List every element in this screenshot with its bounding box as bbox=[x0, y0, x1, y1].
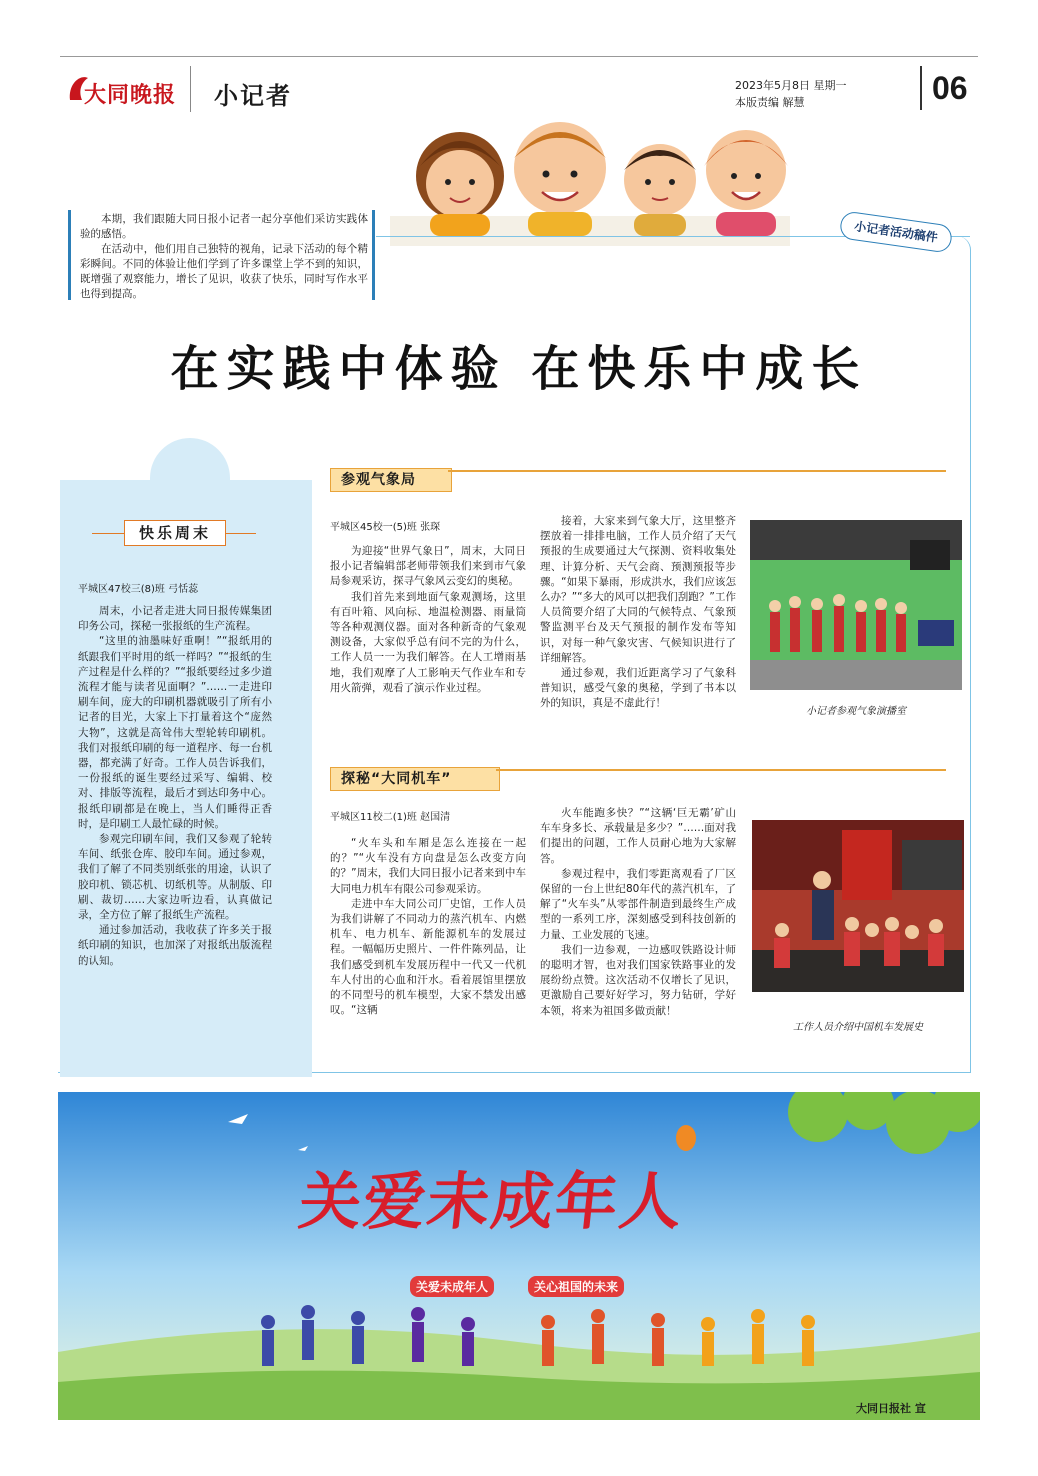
locomotive-museum-photo bbox=[752, 820, 964, 992]
intro-paragraph: 在活动中，他们用自己独特的视角，记录下活动的每个精彩瞬间。不同的体验让他们学到了许多课堂上学不到的知识，既增强了观察能力，增长了见识，收获了快乐，同时写作水平也得到提高。 bbox=[80, 243, 368, 300]
paragraph: 通过参观，我们近距离学习了气象科普知识，感受气象的奥秘，学到了书本以外的知识，真是不虚此行！ bbox=[540, 667, 736, 710]
banner-slogan: 关爱未成年人 bbox=[410, 1276, 494, 1297]
children-illustration bbox=[390, 96, 790, 246]
page-editor: 本版责编 解慧 bbox=[735, 96, 805, 109]
public-service-banner bbox=[58, 1092, 980, 1420]
article-byline: 平城区11校二(1)班 赵国清 bbox=[330, 812, 451, 823]
paragraph: “这里的油墨味好重啊！”“报纸用的纸跟我们平时用的纸一样吗？”“报纸的生产过程是什么样的？”“报纸要经过多少道流程才能与读者见面啊？”……一走进印刷车间，庞大的印刷机器就吸引了所有小记者的目光，大家上下打量着这个“庞然大物”，这就是高耸伟大型轮转印刷机。我们对报纸印刷的每一道程序、每一台机器，都充满了好奇。工作人员告诉我们，一份报纸的诞生要经过采写、编辑、校对、排版等流程，最后才到达印务中心。报纸印刷都是在晚上，当人们睡得正香时，是印刷工人最忙碌的时候。 bbox=[78, 635, 272, 830]
issue-date: 2023年5月8日 星期一 bbox=[735, 79, 847, 92]
page-headline: 在实践中体验 在快乐中成长 bbox=[170, 341, 868, 397]
article-column bbox=[540, 514, 736, 712]
banner-credit: 大同日报社 宣 bbox=[856, 1402, 926, 1415]
page-number-divider bbox=[920, 66, 922, 110]
side-article-body bbox=[78, 604, 272, 969]
side-article-title: 快乐周末 bbox=[124, 520, 226, 546]
weather-studio-photo bbox=[750, 520, 962, 690]
article-heading-rule bbox=[448, 470, 946, 472]
article-heading: 探秘“大同机车” bbox=[330, 767, 500, 791]
paragraph: 走进中车大同公司厂史馆，工作人员为我们讲解了不同动力的蒸汽机车、内燃机车、电力机车、新能源机车的发展过程。一幅幅历史照片、一件件陈列品，让我们感受到机车发展历程中一代又一代机车人付出的心血和汗水。看着展馆里摆放的不同型号的机车模型，大家不禁发出感叹。“这辆 bbox=[330, 897, 526, 1017]
paragraph: “火车头和车厢是怎么连接在一起的？”“火车没有方向盘是怎么改变方向的？”周末，我们大同日报小记者来到中车大同电力机车有限公司参观采访。 bbox=[330, 837, 526, 895]
photo-caption: 小记者参观气象演播室 bbox=[806, 706, 906, 717]
paragraph: 我们首先来到地面气象观测场，这里有百叶箱、风向标、地温检测器、雨量筒等各种观测仪器。面对各种新奇的气象观测设备，大家似乎总有问不完的为什么，工作人员一一为我们解答。在人工增雨基地，我们观摩了人工影响天气作业车和专用火箭弹，观看了演示作业过程。 bbox=[330, 590, 526, 694]
section-name: 小记者 bbox=[214, 81, 292, 110]
article-column bbox=[330, 544, 526, 696]
page-number: 06 bbox=[932, 70, 968, 106]
banner-slogan: 关心祖国的未来 bbox=[528, 1276, 624, 1297]
article-byline: 平城区45校一(5)班 张琛 bbox=[330, 522, 441, 533]
paragraph: 为迎接“世界气象日”，周末，大同日报小记者编辑部老师带领我们来到市气象局参观采访，探寻气象风云变幻的奥秘。 bbox=[330, 545, 526, 588]
banner-title: 关爱未成年人 bbox=[295, 1165, 688, 1238]
photo-caption: 工作人员介绍中国机车发展史 bbox=[793, 1022, 923, 1033]
paragraph: 参观完印刷车间，我们又参观了轮转车间、纸张仓库、胶印车间。通过参观，我们了解了不同类别纸张的用途，认识了胶印机、锁芯机、切纸机等。从制版、印刷、裁切……大家边听边看，认真做记录，全方位了解了报纸生产流程。 bbox=[78, 833, 272, 922]
activity-tag: 小记者活动稿件 bbox=[839, 210, 954, 253]
paragraph: 火车能跑多快？”“这辆‘巨无霸’矿山车车身多长、承载量是多少？”……面对我们提出的问题，工作人员耐心地为大家解答。 bbox=[540, 807, 736, 865]
article-heading-rule bbox=[496, 769, 946, 771]
paragraph: 参观过程中，我们零距离观看了厂区保留的一台上世纪80年代的蒸汽机车，了解了“火车头”从零部件制造到最终生产成型的一系列工序，深刻感受到科技创新的力量、工业发展的飞速。 bbox=[540, 867, 736, 941]
article-column bbox=[540, 806, 736, 1019]
masthead-divider bbox=[190, 66, 191, 112]
paragraph: 接着，大家来到气象大厅，这里整齐摆放着一排排电脑，工作人员介绍了天气预报的生成要通过大气探测、资料收集处理、计算分析、天气会商、预测预报等步骤。“如果下暴雨，形成洪水，我们应该怎么办？”“多大的风可以把我们刮跑？”工作人员简要介绍了大同的气候特点、气象预警监测平台及天气预报的制作发布等知识，对每一种气象灾害、气候知识进行了详细解答。 bbox=[540, 515, 736, 664]
paragraph: 通过参加活动，我收获了许多关于报纸印刷的知识，也加深了对报纸出版流程的认知。 bbox=[78, 924, 272, 967]
paragraph: 周末，小记者走进大同日报传媒集团印务公司，探秘一张报纸的生产流程。 bbox=[78, 605, 272, 633]
intro-paragraph: 本期，我们跟随大同日报小记者一起分享他们采访实践体验的感悟。 bbox=[80, 213, 368, 240]
article-heading: 参观气象局 bbox=[330, 468, 452, 492]
header-rule bbox=[60, 56, 978, 57]
article-column bbox=[330, 836, 526, 1018]
paragraph: 我们一边参观，一边感叹铁路设计师的聪明才智，也对我们国家铁路事业的发展纷纷点赞。这次活动不仅增长了见识，更激励自己要好好学习，努力钻研，学好本领，将来为祖国多做贡献！ bbox=[540, 943, 736, 1017]
logo-text: 大同晚报 bbox=[84, 82, 177, 108]
side-article-byline: 平城区47校三(8)班 弓恬蕊 bbox=[78, 584, 199, 595]
